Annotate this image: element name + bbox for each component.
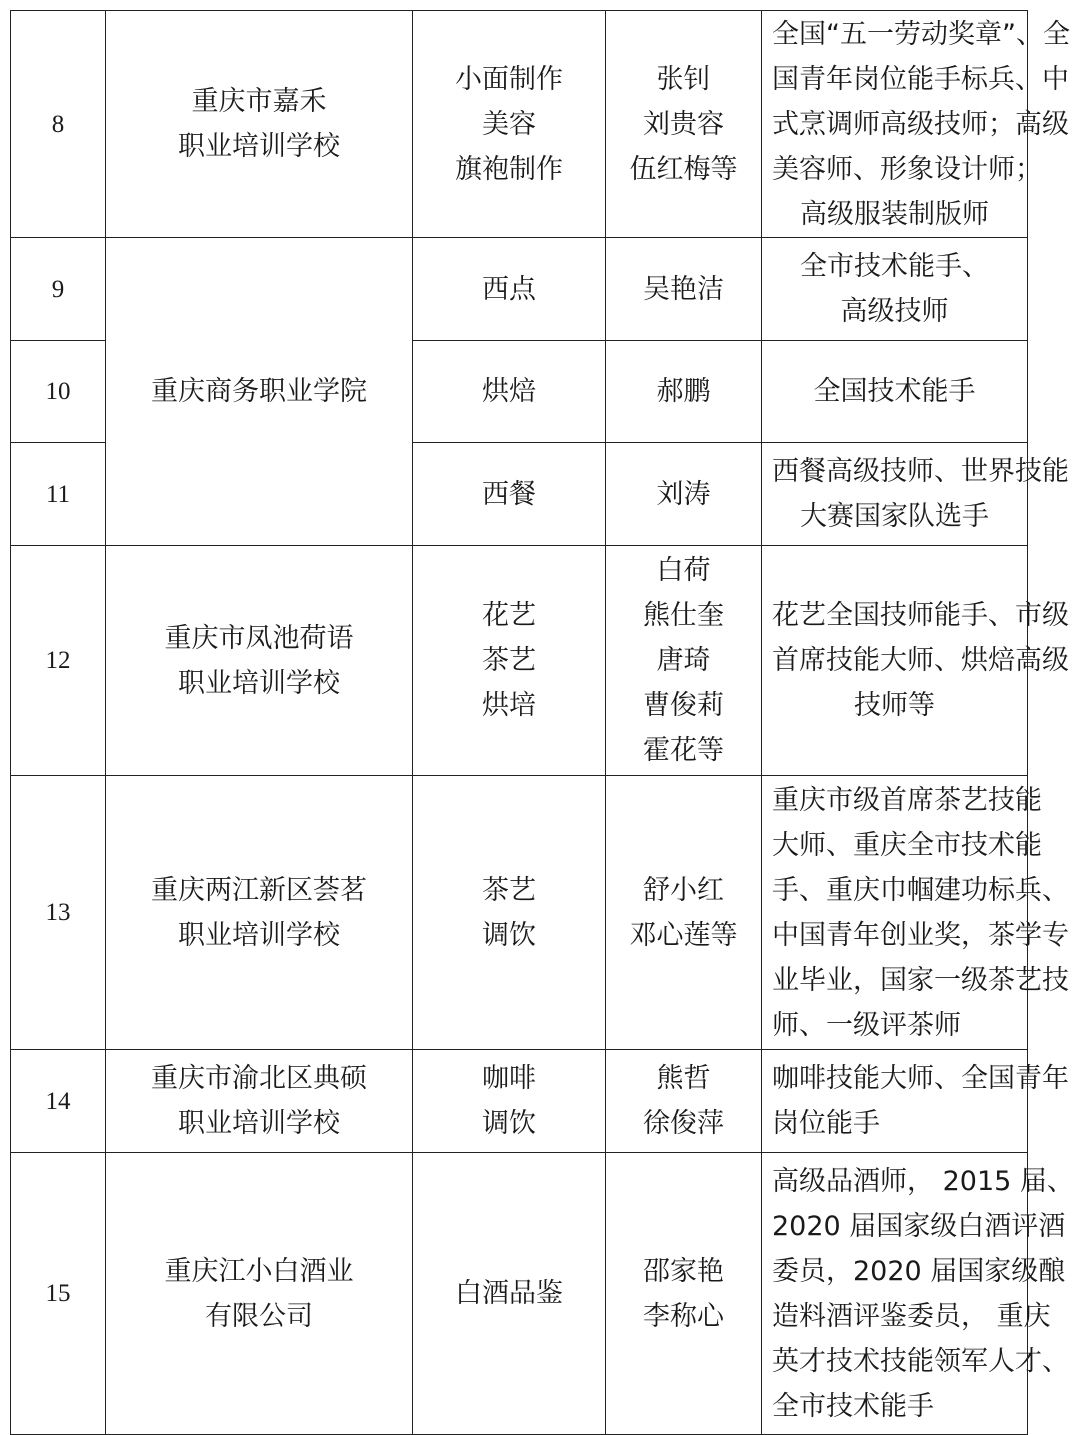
honor-line: 手、重庆巾帼建功标兵、 — [772, 874, 1069, 906]
unit-name-line: 职业培训学校 — [178, 919, 340, 951]
person-line: 熊哲 — [656, 1063, 711, 1094]
project-line: 小面制作 — [455, 63, 563, 95]
project-line: 旗袍制作 — [455, 153, 563, 185]
project-line: 茶艺 — [482, 645, 536, 676]
honor-cell — [762, 238, 1028, 341]
person-line: 张钊 — [656, 63, 711, 95]
project-line: 西餐 — [482, 478, 536, 510]
honor-line: 花艺全国技师能手、市级 — [772, 600, 1069, 631]
unit-cell — [106, 1153, 413, 1435]
unit-cell — [106, 11, 413, 238]
project-line: 白酒品鉴 — [455, 1278, 563, 1309]
honor-line: 咖啡技能大师、全国青年 — [772, 1063, 1069, 1094]
person-line: 伍红梅等 — [629, 153, 738, 185]
project-cell — [413, 1050, 606, 1153]
row-number: 15 — [11, 1153, 106, 1435]
project-cell — [413, 443, 606, 546]
table-row — [11, 776, 1028, 1050]
row-number: 9 — [11, 238, 106, 341]
person-line: 刘贵容 — [643, 108, 724, 140]
honor-cell — [762, 1050, 1069, 1153]
honor-line: 全国“五一劳动奖章”、全 — [772, 18, 1070, 50]
person-line: 郝鹏 — [656, 376, 711, 407]
honor-cell — [762, 546, 1069, 776]
project-line: 烘培 — [482, 690, 536, 721]
person-line: 吴艳洁 — [643, 273, 724, 305]
honor-cell — [762, 11, 1070, 238]
project-line: 美容 — [482, 108, 536, 140]
honor-line: 师、一级评茶师 — [772, 1009, 961, 1041]
person-cell — [606, 238, 762, 341]
row-number: 13 — [11, 776, 106, 1050]
honor-line: 高级技师 — [840, 296, 949, 327]
honor-line: 式烹调师高级技师；高级 — [772, 108, 1069, 140]
table-row — [11, 1153, 1028, 1435]
unit-name-line: 重庆两江新区荟茗 — [151, 874, 367, 906]
honor-cell — [762, 1153, 1074, 1435]
unit-name-line: 重庆市凤池荷语 — [164, 622, 354, 654]
honor-line: 高级服装制版师 — [800, 198, 989, 230]
person-line: 李称心 — [643, 1300, 724, 1332]
project-cell — [413, 238, 606, 341]
project-cell — [413, 11, 606, 238]
honor-line: 2020 届国家级白酒评酒 — [772, 1210, 1066, 1242]
person-line: 徐俊萍 — [643, 1108, 724, 1139]
honor-line: 全市技术能手 — [772, 1390, 934, 1422]
person-cell — [606, 11, 762, 238]
unit-name-line: 职业培训学校 — [178, 131, 340, 162]
unit-name-line: 有限公司 — [205, 1300, 313, 1332]
row-number: 14 — [11, 1050, 106, 1153]
project-line: 调饮 — [482, 919, 536, 951]
honor-line: 岗位能手 — [772, 1108, 880, 1139]
unit-cell — [106, 238, 413, 546]
person-line: 舒小红 — [643, 874, 724, 906]
honor-line: 造料酒评鉴委员， 重庆 — [772, 1300, 1051, 1332]
honor-line: 英才技术技能领军人才、 — [772, 1345, 1069, 1377]
honor-line: 技师等 — [854, 690, 935, 721]
unit-name-line: 重庆江小白酒业 — [164, 1255, 354, 1287]
project-line: 茶艺 — [482, 874, 536, 906]
project-cell — [413, 776, 606, 1050]
project-line: 咖啡 — [482, 1063, 536, 1094]
person-cell — [606, 341, 762, 443]
row-number: 12 — [11, 546, 106, 776]
project-cell — [413, 341, 606, 443]
honor-line: 西餐高级技师、世界技能 — [772, 456, 1069, 487]
honor-cell — [762, 341, 1028, 443]
project-cell — [413, 546, 606, 776]
person-cell — [606, 1153, 762, 1435]
row-number: 11 — [11, 443, 106, 546]
honor-line: 全市技术能手、 — [800, 251, 989, 282]
honor-line: 委员，2020 届国家级酿 — [772, 1255, 1066, 1287]
unit-cell — [106, 1050, 413, 1153]
honor-line: 大师、重庆全市技术能 — [772, 829, 1042, 861]
unit-name-line: 职业培训学校 — [178, 1108, 340, 1139]
person-line: 霍花等 — [643, 735, 724, 766]
project-line: 西点 — [482, 273, 536, 305]
table-row — [11, 546, 1028, 776]
person-cell — [606, 443, 762, 546]
table-row — [11, 238, 1028, 341]
honor-line: 高级品酒师， 2015 届、 — [772, 1165, 1074, 1197]
unit-name-line: 重庆市渝北区典硕 — [151, 1063, 367, 1094]
person-line: 刘涛 — [656, 478, 711, 510]
honor-line: 全国技术能手 — [813, 376, 976, 407]
person-cell — [606, 1050, 762, 1153]
training-table — [10, 10, 1074, 1435]
project-line: 花艺 — [482, 600, 536, 631]
honor-line: 业毕业，国家一级茶艺技 — [772, 964, 1069, 996]
table-row — [11, 1050, 1028, 1153]
row-number: 10 — [11, 341, 106, 443]
honor-line: 国青年岗位能手标兵、中 — [772, 63, 1069, 95]
honor-line: 中国青年创业奖，茶学专 — [772, 919, 1069, 951]
honor-cell — [762, 443, 1069, 546]
unit-cell — [106, 776, 413, 1050]
person-line: 曹俊莉 — [643, 690, 724, 721]
project-line: 烘焙 — [482, 376, 536, 407]
person-line: 唐琦 — [656, 645, 711, 676]
person-line: 白荷 — [656, 555, 711, 586]
row-number: 8 — [11, 11, 106, 238]
person-cell — [606, 776, 762, 1050]
honor-line: 美容师、形象设计师； — [772, 153, 1042, 185]
unit-name-line: 重庆市嘉禾 — [191, 86, 327, 117]
table-row — [11, 11, 1028, 238]
person-cell — [606, 546, 762, 776]
project-cell — [413, 1153, 606, 1435]
unit-name-line: 重庆商务职业学院 — [151, 376, 367, 407]
honor-cell — [762, 776, 1069, 1050]
honor-line: 大赛国家队选手 — [800, 501, 989, 532]
person-line: 熊仕奎 — [643, 600, 724, 631]
unit-name-line: 职业培训学校 — [178, 667, 340, 699]
person-line: 邵家艳 — [643, 1255, 724, 1287]
unit-cell — [106, 546, 413, 776]
person-line: 邓心莲等 — [629, 919, 738, 951]
honor-line: 重庆市级首席茶艺技能 — [772, 784, 1042, 816]
honor-line: 首席技能大师、烘焙高级 — [772, 645, 1069, 676]
project-line: 调饮 — [482, 1108, 536, 1139]
